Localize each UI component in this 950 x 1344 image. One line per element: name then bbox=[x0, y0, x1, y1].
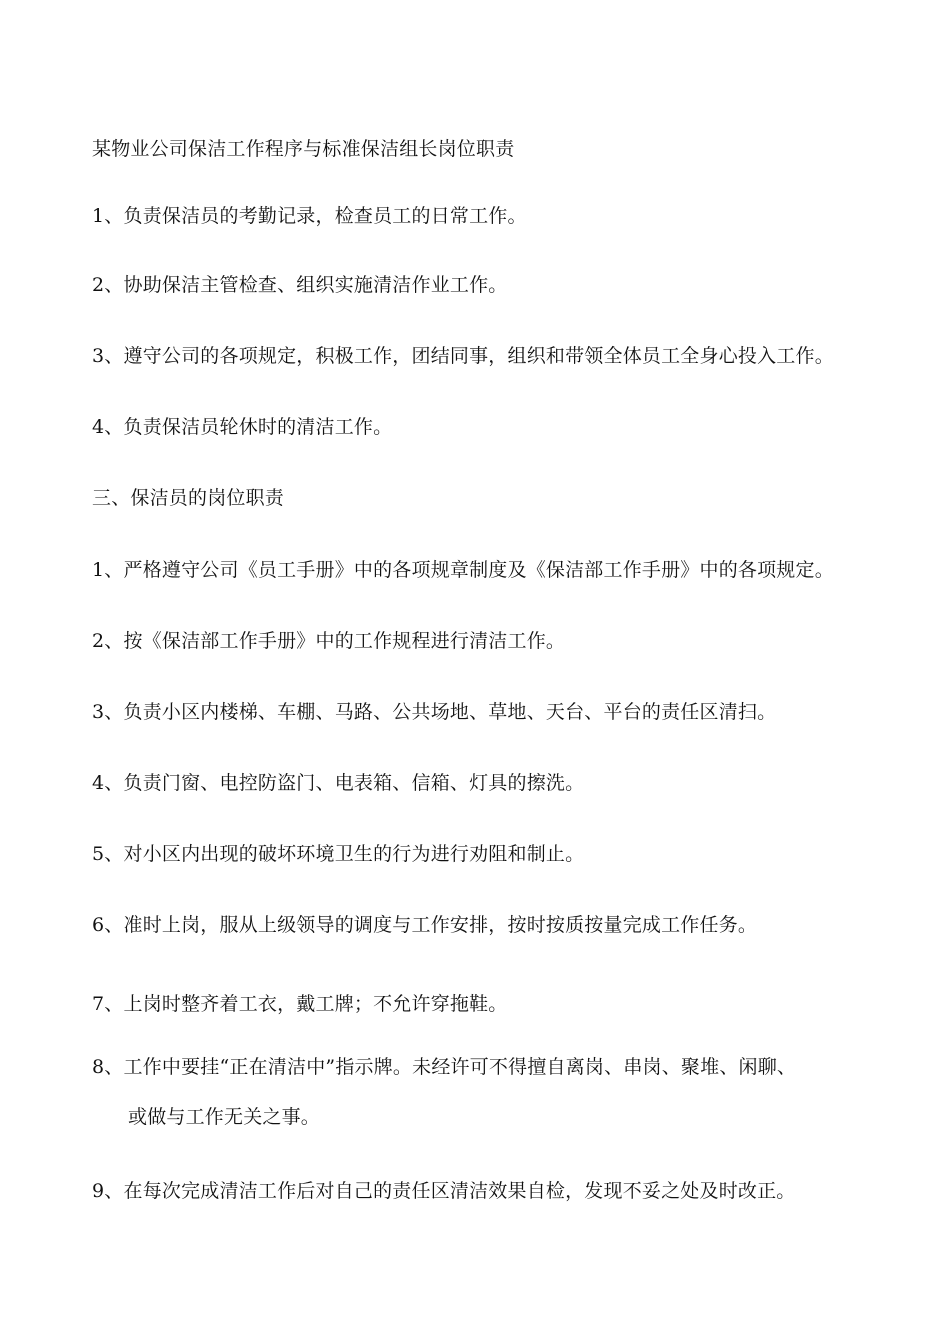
cleaner-duty-5: 5、对小区内出现的破坏环境卫生的行为进行劝阻和制止。 bbox=[92, 843, 585, 865]
cleaner-duty-7: 7、上岗时整齐着工衣，戴工牌；不允许穿拖鞋。 bbox=[92, 993, 508, 1015]
cleaner-duty-8-continued: 或做与工作无关之事。 bbox=[128, 1106, 321, 1128]
cleaner-duty-2: 2、按《保洁部工作手册》中的工作规程进行清洁工作。 bbox=[92, 630, 566, 652]
cleaner-duty-6: 6、准时上岗，服从上级领导的调度与工作安排，按时按质按量完成工作任务。 bbox=[92, 914, 758, 936]
cleaner-duty-8: 8、工作中要挂“正在清洁中”指示牌。未经许可不得擅自离岗、串岗、聚堆、闲聊、 bbox=[92, 1056, 797, 1078]
leader-duty-1: 1、负责保洁员的考勤记录，检查员工的日常工作。 bbox=[92, 205, 527, 227]
cleaner-duty-1: 1、严格遵守公司《员工手册》中的各项规章制度及《保洁部工作手册》中的各项规定。 bbox=[92, 559, 834, 581]
cleaner-duty-9: 9、在每次完成清洁工作后对自己的责任区清洁效果自检，发现不妥之处及时改正。 bbox=[92, 1180, 796, 1202]
leader-duty-2: 2、协助保洁主管检查、组织实施清洁作业工作。 bbox=[92, 274, 508, 296]
leader-duty-4: 4、负责保洁员轮休时的清洁工作。 bbox=[92, 416, 393, 438]
section-heading: 三、保洁员的岗位职责 bbox=[92, 487, 285, 509]
cleaner-duty-4: 4、负责门窗、电控防盗门、电表箱、信箱、灯具的擦洗。 bbox=[92, 772, 585, 794]
document-title: 某物业公司保洁工作程序与标准保洁组长岗位职责 bbox=[92, 138, 515, 160]
cleaner-duty-3: 3、负责小区内楼梯、车棚、马路、公共场地、草地、天台、平台的责任区清扫。 bbox=[92, 701, 777, 723]
leader-duty-3: 3、遵守公司的各项规定，积极工作，团结同事，组织和带领全体员工全身心投入工作。 bbox=[92, 345, 834, 367]
